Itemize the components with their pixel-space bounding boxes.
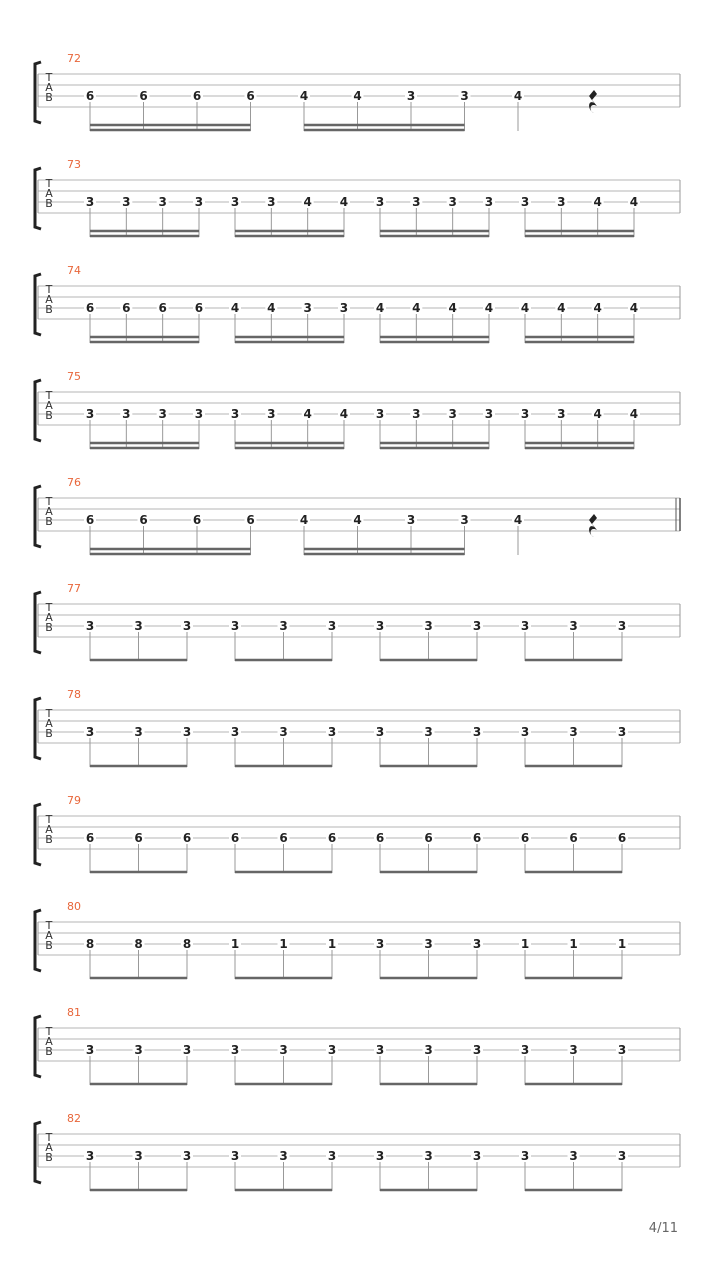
fret-number: 3 <box>406 89 416 103</box>
fret-number: 4 <box>593 301 602 315</box>
fret-number: 1 <box>279 937 288 951</box>
tab-clef-letter: T <box>45 1025 53 1038</box>
fret-number: 3 <box>520 1149 530 1163</box>
fret-number: 3 <box>448 407 457 421</box>
tab-clef-letter: B <box>45 833 53 846</box>
fret-number: 3 <box>472 1149 482 1163</box>
fret-number: 3 <box>279 1149 288 1163</box>
fret-number: 6 <box>569 831 578 845</box>
fret-number: 3 <box>85 1149 95 1163</box>
fret-number: 6 <box>617 831 627 845</box>
fret-number: 4 <box>520 301 530 315</box>
tab-system <box>35 900 680 979</box>
fret-number: 3 <box>569 725 578 739</box>
fret-number: 3 <box>375 1149 385 1163</box>
tab-clef-letter: T <box>45 177 53 190</box>
measure-number: 72 <box>67 52 81 65</box>
fret-number: 3 <box>85 195 95 209</box>
fret-number: 3 <box>617 725 627 739</box>
fret-number: 6 <box>424 831 433 845</box>
fret-number: 3 <box>520 725 530 739</box>
fret-number: 4 <box>593 195 602 209</box>
fret-number: 3 <box>267 407 276 421</box>
fret-number: 3 <box>279 619 288 633</box>
fret-number: 3 <box>472 1043 482 1057</box>
fret-number: 3 <box>520 195 530 209</box>
fret-number: 3 <box>617 1149 627 1163</box>
fret-number: 6 <box>327 831 337 845</box>
fret-number: 3 <box>279 725 288 739</box>
fret-number: 4 <box>339 195 349 209</box>
tab-clef-letter: B <box>45 727 53 740</box>
fret-number: 6 <box>139 513 148 527</box>
fret-number: 3 <box>484 195 494 209</box>
tab-clef-letter: B <box>45 303 53 316</box>
fret-number: 6 <box>246 89 255 103</box>
tab-clef-letter: T <box>45 283 53 296</box>
fret-number: 3 <box>327 725 337 739</box>
fret-number: 1 <box>617 937 627 951</box>
fret-number: 4 <box>513 89 523 103</box>
tab-system <box>35 1112 680 1191</box>
fret-number: 3 <box>230 1149 240 1163</box>
fret-number: 6 <box>158 301 167 315</box>
fret-number: 3 <box>158 195 167 209</box>
fret-number: 3 <box>424 1149 433 1163</box>
fret-number: 4 <box>303 407 312 421</box>
fret-number: 3 <box>279 1043 288 1057</box>
fret-number: 4 <box>267 301 276 315</box>
tab-clef-letter: A <box>45 187 53 200</box>
tab-clef-letter: T <box>45 1131 53 1144</box>
tab-clef-letter: A <box>45 611 53 624</box>
fret-number: 6 <box>192 89 202 103</box>
measure-number: 75 <box>67 370 81 383</box>
tab-system <box>35 582 680 661</box>
fret-number: 3 <box>327 619 337 633</box>
fret-number: 6 <box>122 301 131 315</box>
tab-clef-letter: B <box>45 91 53 104</box>
fret-number: 3 <box>230 619 240 633</box>
fret-number: 3 <box>182 1149 192 1163</box>
fret-number: 4 <box>230 301 240 315</box>
tab-clef-letter: T <box>45 389 53 402</box>
fret-number: 1 <box>569 937 578 951</box>
fret-number: 1 <box>230 937 240 951</box>
fret-number: 6 <box>134 831 143 845</box>
fret-number: 6 <box>85 513 95 527</box>
fret-number: 3 <box>122 195 131 209</box>
fret-number: 6 <box>472 831 482 845</box>
fret-number: 4 <box>629 195 639 209</box>
fret-number: 3 <box>617 1043 627 1057</box>
fret-number: 6 <box>375 831 385 845</box>
tab-clef-letter: A <box>45 823 53 836</box>
tab-clef-letter: B <box>45 1151 53 1164</box>
fret-number: 6 <box>194 301 204 315</box>
fret-number: 8 <box>182 937 192 951</box>
fret-number: 3 <box>182 619 192 633</box>
fret-number: 4 <box>303 195 312 209</box>
fret-number: 4 <box>557 301 566 315</box>
fret-number: 3 <box>375 619 385 633</box>
tab-clef-letter: A <box>45 81 53 94</box>
tab-clef-letter: A <box>45 929 53 942</box>
fret-number: 3 <box>158 407 167 421</box>
fret-number: 6 <box>192 513 202 527</box>
tab-clef-letter: A <box>45 293 53 306</box>
fret-number: 4 <box>513 513 523 527</box>
fret-number: 6 <box>230 831 240 845</box>
measure-number: 82 <box>67 1112 81 1125</box>
measure-number: 80 <box>67 900 81 913</box>
fret-number: 3 <box>460 89 469 103</box>
tab-system <box>35 1006 680 1085</box>
fret-number: 4 <box>629 407 639 421</box>
fret-number: 6 <box>85 831 95 845</box>
fret-number: 6 <box>182 831 192 845</box>
fret-number: 4 <box>375 301 385 315</box>
fret-number: 3 <box>134 619 143 633</box>
fret-number: 3 <box>85 725 95 739</box>
tab-clef-letter: T <box>45 495 53 508</box>
measure-number: 76 <box>67 476 81 489</box>
page-number: 4/11 <box>648 1221 678 1236</box>
fret-number: 3 <box>412 407 421 421</box>
fret-number: 8 <box>134 937 143 951</box>
fret-number: 4 <box>353 513 362 527</box>
tab-clef-letter: A <box>45 1035 53 1048</box>
fret-number: 3 <box>375 195 385 209</box>
fret-number: 3 <box>484 407 494 421</box>
measure-number: 77 <box>67 582 81 595</box>
tab-system <box>35 52 680 131</box>
tab-system <box>35 264 680 343</box>
fret-number: 4 <box>299 89 309 103</box>
measure-number: 74 <box>67 264 81 277</box>
fret-number: 4 <box>353 89 362 103</box>
fret-number: 3 <box>424 1043 433 1057</box>
fret-number: 3 <box>569 1149 578 1163</box>
fret-number: 3 <box>182 1043 192 1057</box>
fret-number: 3 <box>569 1043 578 1057</box>
tab-clef-letter: T <box>45 813 53 826</box>
tab-clef-letter: B <box>45 409 53 422</box>
fret-number: 1 <box>520 937 530 951</box>
tab-clef-letter: T <box>45 601 53 614</box>
tab-clef-letter: A <box>45 717 53 730</box>
tab-clef-letter: B <box>45 515 53 528</box>
fret-number: 3 <box>472 725 482 739</box>
fret-number: 3 <box>569 619 578 633</box>
tab-clef-letter: B <box>45 621 53 634</box>
tab-clef-letter: T <box>45 71 53 84</box>
fret-number: 6 <box>246 513 255 527</box>
fret-number: 3 <box>424 937 433 951</box>
fret-number: 3 <box>472 619 482 633</box>
fret-number: 3 <box>520 619 530 633</box>
tab-clef-letter: B <box>45 197 53 210</box>
fret-number: 4 <box>593 407 602 421</box>
fret-number: 3 <box>134 1043 143 1057</box>
fret-number: 6 <box>139 89 148 103</box>
fret-number: 3 <box>327 1043 337 1057</box>
fret-number: 3 <box>134 725 143 739</box>
tab-clef-letter: T <box>45 919 53 932</box>
measure-number: 81 <box>67 1006 81 1019</box>
fret-number: 3 <box>182 725 192 739</box>
fret-number: 3 <box>460 513 469 527</box>
tab-system <box>35 158 680 237</box>
tab-clef-letter: B <box>45 939 53 952</box>
fret-number: 3 <box>406 513 416 527</box>
fret-number: 3 <box>375 407 385 421</box>
fret-number: 6 <box>279 831 288 845</box>
measure-number: 73 <box>67 158 81 171</box>
fret-number: 3 <box>412 195 421 209</box>
fret-number: 8 <box>85 937 95 951</box>
fret-number: 6 <box>85 89 95 103</box>
fret-number: 3 <box>375 937 385 951</box>
tab-system <box>35 476 680 555</box>
tab-clef-letter: A <box>45 1141 53 1154</box>
fret-number: 3 <box>194 407 204 421</box>
fret-number: 3 <box>303 301 312 315</box>
fret-number: 3 <box>134 1149 143 1163</box>
fret-number: 4 <box>629 301 639 315</box>
tab-clef-letter: B <box>45 1045 53 1058</box>
fret-number: 3 <box>424 725 433 739</box>
fret-number: 3 <box>375 1043 385 1057</box>
fret-number: 3 <box>557 407 566 421</box>
fret-number: 4 <box>339 407 349 421</box>
fret-number: 3 <box>424 619 433 633</box>
fret-number: 3 <box>267 195 276 209</box>
fret-number: 3 <box>520 1043 530 1057</box>
fret-number: 4 <box>299 513 309 527</box>
fret-number: 4 <box>484 301 494 315</box>
fret-number: 4 <box>412 301 421 315</box>
tab-system <box>35 370 680 449</box>
fret-number: 6 <box>520 831 530 845</box>
fret-number: 3 <box>448 195 457 209</box>
tab-system <box>35 794 680 873</box>
fret-number: 3 <box>122 407 131 421</box>
fret-number: 3 <box>375 725 385 739</box>
fret-number: 3 <box>230 407 240 421</box>
fret-number: 3 <box>327 1149 337 1163</box>
quarter-rest <box>589 86 597 113</box>
fret-number: 3 <box>230 195 240 209</box>
fret-number: 3 <box>230 1043 240 1057</box>
measure-number: 79 <box>67 794 81 807</box>
measure-number: 78 <box>67 688 81 701</box>
tab-clef-letter: T <box>45 707 53 720</box>
tab-clef-letter: A <box>45 505 53 518</box>
fret-number: 3 <box>85 407 95 421</box>
fret-number: 4 <box>448 301 457 315</box>
tab-clef-letter: A <box>45 399 53 412</box>
tab-system <box>35 688 680 767</box>
quarter-rest <box>589 510 597 537</box>
fret-number: 3 <box>194 195 204 209</box>
fret-number: 3 <box>617 619 627 633</box>
fret-number: 3 <box>230 725 240 739</box>
fret-number: 3 <box>472 937 482 951</box>
fret-number: 3 <box>557 195 566 209</box>
fret-number: 3 <box>339 301 349 315</box>
fret-number: 3 <box>85 619 95 633</box>
fret-number: 3 <box>85 1043 95 1057</box>
fret-number: 1 <box>327 937 337 951</box>
fret-number: 6 <box>85 301 95 315</box>
fret-number: 3 <box>520 407 530 421</box>
